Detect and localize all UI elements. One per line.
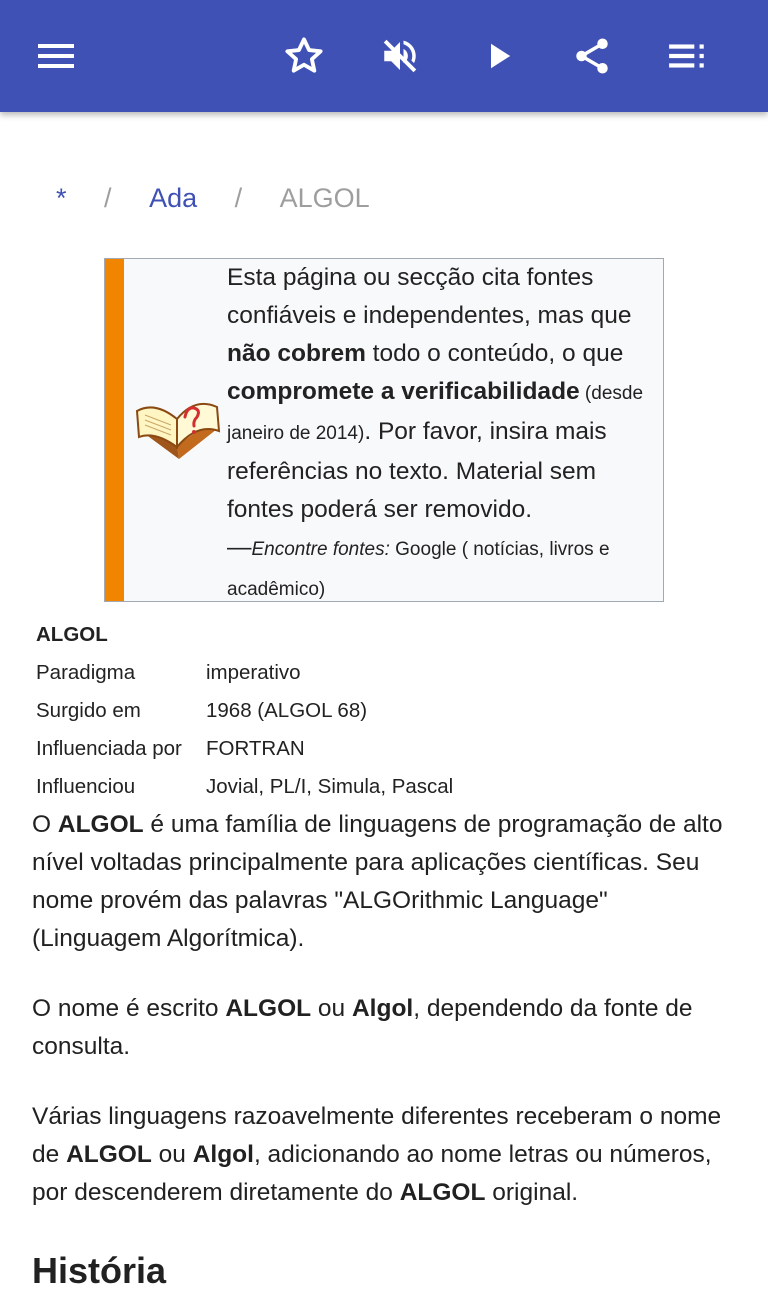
bookmark-button[interactable]	[276, 28, 332, 84]
play-icon	[477, 35, 519, 77]
question-book-icon	[133, 389, 223, 465]
bold-term: ALGOL	[225, 995, 312, 1022]
paragraph	[32, 990, 732, 1066]
bold-term: ALGOL	[66, 1141, 152, 1168]
text-run: é uma família de linguagens de programação de alto nível voltadas principalmente para aplicações científicas. Seu nome provém das palavras "ALGOrithmic Language" (Linguagem Algorítmica).	[32, 811, 723, 952]
volume-off-icon	[379, 35, 421, 77]
infobox-value: imperativo	[206, 661, 301, 684]
breadcrumb-separator: /	[104, 183, 112, 213]
bold-term: ALGOL	[399, 1179, 486, 1206]
infobox-row	[36, 692, 636, 730]
infobox-key: Paradigma	[36, 661, 136, 684]
playlist-icon	[667, 35, 709, 77]
menu-button[interactable]	[28, 28, 84, 84]
contents-button[interactable]	[660, 28, 716, 84]
notice-text-part: . Por favor, insira mais referências no texto. Material sem fontes poderá ser removido.	[227, 418, 607, 523]
text-run: O nome é escrito	[32, 995, 226, 1022]
infobox-row	[36, 768, 636, 806]
breadcrumb	[56, 178, 370, 218]
notice-text-part: Esta página ou secção cita fontes confiáveis e independentes, mas que	[227, 264, 632, 329]
app-toolbar	[0, 0, 768, 112]
find-sources-label: Encontre fontes:	[251, 539, 390, 560]
mute-button[interactable]	[372, 28, 428, 84]
star-icon	[283, 35, 325, 77]
text-run: original.	[485, 1179, 579, 1206]
infobox-value: Jovial, PL/I, Simula, Pascal	[206, 775, 454, 798]
share-icon	[571, 35, 613, 77]
text-run: , dependendo da fonte de consulta.	[32, 995, 693, 1060]
bold-term: Algol	[351, 995, 414, 1022]
infobox-row	[36, 654, 636, 692]
infobox-key: Surgido em	[36, 699, 141, 722]
notice-bold-text: compromete a verificabilidade	[227, 378, 580, 405]
infobox	[36, 616, 636, 806]
references-notice	[104, 258, 664, 602]
breadcrumb-separator: /	[234, 183, 243, 213]
breadcrumb-root[interactable]: *	[56, 183, 67, 213]
paragraph	[32, 1098, 732, 1212]
play-button[interactable]	[470, 28, 526, 84]
menu-icon	[36, 36, 76, 76]
section-heading: História	[32, 1250, 167, 1291]
notice-text-part: todo o conteúdo, o que	[365, 340, 624, 367]
text-run: O	[32, 811, 58, 838]
text-run: , adicionando ao nome letras ou números, por descenderem diretamente do	[32, 1141, 712, 1206]
infobox-value: FORTRAN	[206, 737, 305, 760]
notice-bold-text: não cobrem	[227, 340, 366, 367]
share-button[interactable]	[564, 28, 620, 84]
bold-term: Algol	[192, 1141, 254, 1168]
paragraph	[32, 806, 732, 958]
infobox-row	[36, 730, 636, 768]
infobox-value: 1968 (ALGOL 68)	[206, 699, 368, 722]
text-run: ou	[151, 1141, 193, 1168]
breadcrumb-parent[interactable]: Ada	[149, 183, 198, 213]
notice-accent-bar	[105, 259, 124, 601]
infobox-key: Influenciada por	[36, 737, 182, 760]
infobox-title: ALGOL	[36, 623, 108, 646]
infobox-key: Influenciou	[36, 775, 136, 798]
find-sources-links[interactable]: Google ( notícias, livros e acadêmico)	[227, 539, 610, 600]
text-run: ou	[311, 995, 352, 1022]
text-run: Várias linguagens razoavelmente diferentes receberam o nome de	[32, 1103, 722, 1168]
notice-text	[227, 259, 657, 609]
notice-dash: —	[227, 534, 252, 561]
breadcrumb-current: ALGOL	[279, 183, 370, 213]
bold-term: ALGOL	[57, 811, 144, 838]
notice-date: (desde janeiro de 2014)	[227, 383, 644, 444]
